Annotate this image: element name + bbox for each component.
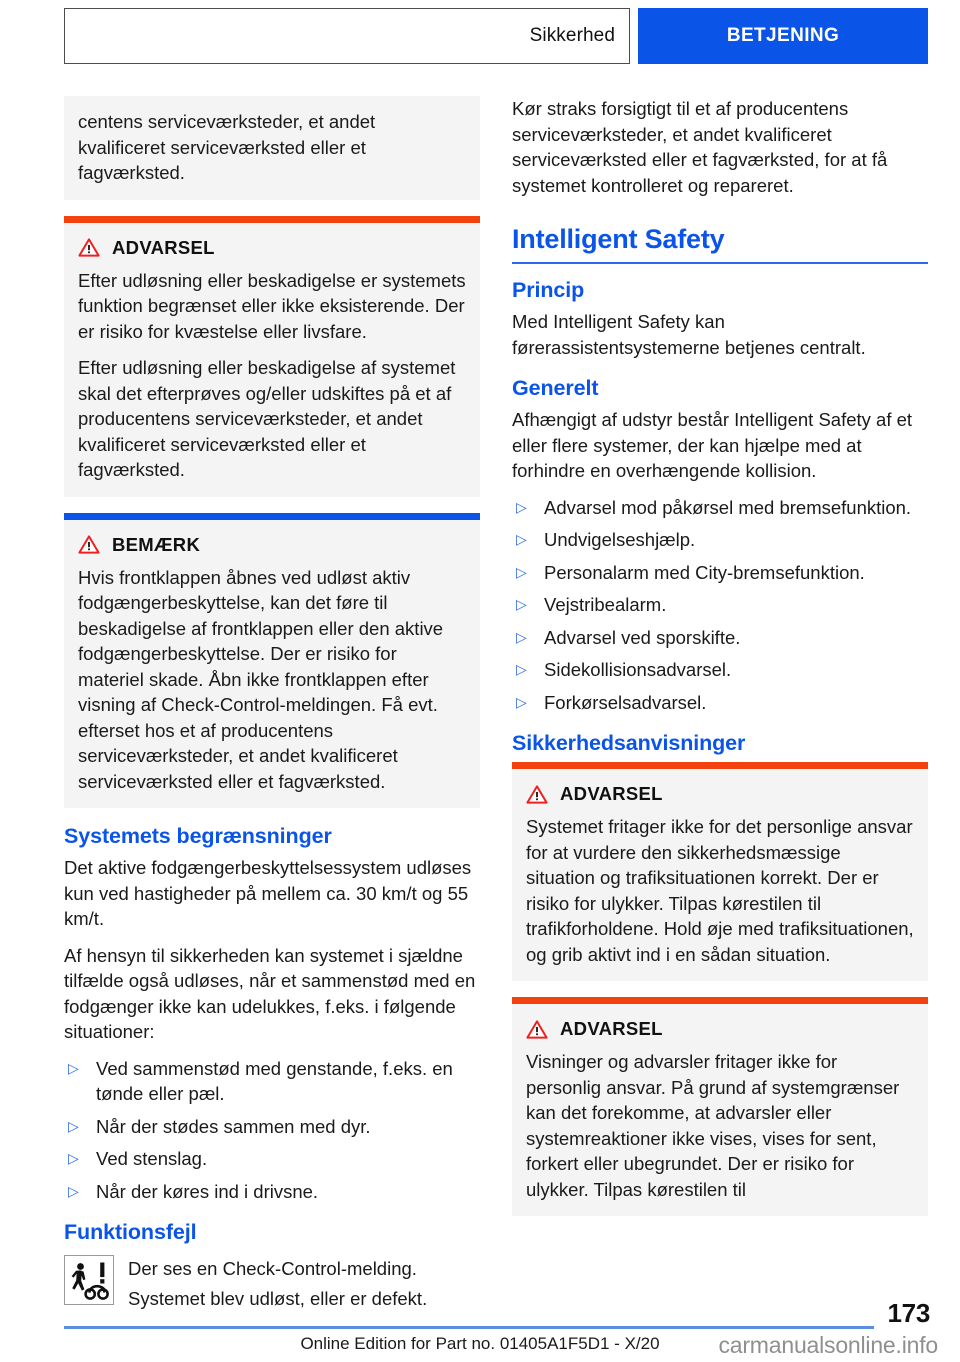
- footer-edition-text: Online Edition for Part no. 01405A1F5D1 - X/20: [300, 1334, 660, 1353]
- pedestrian-protection-warning-icon: [64, 1255, 114, 1305]
- note-callout: [64, 513, 480, 809]
- list-item: [64, 1114, 480, 1140]
- generelt-paragraph: Afhængigt af udstyr består Intelligent Safety af et eller flere systemer, der kan hjælpe med at forhindre en overhængende kollision.: [512, 409, 913, 481]
- list-item-label: Vejstribealarm.: [544, 594, 667, 615]
- list-item: [64, 1146, 480, 1172]
- list-item-label: Undvigelseshjælp.: [544, 529, 696, 550]
- list-item: [512, 690, 928, 716]
- warning-rule: [64, 216, 480, 223]
- generelt-bullet-list: [512, 495, 928, 716]
- safety-warning-title-row-2: [526, 1018, 914, 1040]
- list-item: [64, 1179, 480, 1205]
- warning-triangle-icon: [526, 785, 548, 804]
- safety-warning-title-label-2: ADVARSEL: [560, 1018, 663, 1039]
- note-rule: [64, 513, 480, 520]
- heading-funktionsfejl: Funktionsfejl: [64, 1220, 197, 1244]
- malfunction-text: [128, 1255, 480, 1315]
- header-section-label: Sikkerhed: [529, 25, 615, 46]
- continued-text-box: [64, 96, 480, 200]
- safety-warning-text-1: Systemet fritager ikke for det personlige ansvar for at vurdere den sikkerhedsmæssige situation og trafiksituationen korrekt. Der er risiko for ulykker. Tilpas kørestilen til trafikforholdene. Hold øje med trafiksituationen, og grib aktivt ind i en sådan situation.: [526, 816, 914, 965]
- bullet-triangle-icon: ▷: [516, 661, 527, 677]
- heading-systemets-begraensninger: Systemets begrænsninger: [64, 824, 332, 848]
- malfunction-line-2: Systemet blev udløst, eller er defekt.: [128, 1287, 428, 1309]
- list-item-label: Sidekollisionsadvarsel.: [544, 659, 732, 680]
- heading-princip: Princip: [512, 278, 585, 302]
- bullet-triangle-icon: ▷: [68, 1117, 79, 1134]
- site-watermark: carmanualsonline.info: [718, 1332, 938, 1358]
- list-item-label: Forkørselsadvarsel.: [544, 691, 707, 713]
- bullet-triangle-icon: ▷: [516, 693, 527, 710]
- safety-warning-callout-2: [512, 997, 928, 1216]
- bullet-triangle-icon: ▷: [68, 1150, 79, 1166]
- list-item-label: Ved stenslag.: [96, 1148, 208, 1169]
- list-item-label: Personalarm med City-bremsefunktion.: [544, 561, 865, 583]
- warning-paragraph-1: Efter udløsning eller beskadigelse er systemets funktion begrænset eller ikke eksisterende. Der er risiko for kvæstelse eller livsfare.: [78, 269, 466, 342]
- header-section-box: [64, 8, 630, 64]
- page-title-rule: [512, 262, 928, 264]
- safety-warning-box-1: [512, 769, 928, 981]
- princip-paragraph: Med Intelligent Safety kan førerassistentsystemerne betjenes centralt.: [512, 311, 866, 358]
- header-chapter-tab: [638, 8, 928, 64]
- bullet-triangle-icon: ▷: [68, 1182, 79, 1199]
- safety-warning-rule-2: [512, 997, 928, 1004]
- safety-warning-text-2: Visninger og advarsler fritager ikke for personlig ansvar. På grund af systemgrænser kan det forekomme, at advarsler eller systemreaktioner ikke vises, vises for sent, forkert eller ubegrundet. Der er risiko for ulykker. Tilpas kørestilen til: [526, 1051, 900, 1200]
- bullet-triangle-icon: ▷: [516, 498, 527, 515]
- malfunction-line-1: Der ses en Check-Control-melding.: [128, 1258, 417, 1279]
- safety-warning-title-label-1: ADVARSEL: [560, 783, 663, 804]
- bullet-triangle-icon: ▷: [516, 596, 527, 612]
- limits-paragraph-1: Det aktive fodgængerbeskyttelsessystem udløses kun ved hastigheder på mellem ca. 30 km/t og 55 km/t.: [64, 857, 472, 929]
- list-item: [512, 592, 928, 618]
- limits-paragraph-2: Af hensyn til sikkerheden kan systemet i sjældne tilfælde også udløses, når et sammenstød med en fodgænger ikke kan udelukkes, f.eks. i følgende situationer:: [64, 944, 476, 1042]
- warning-callout: [64, 216, 480, 497]
- list-item: [64, 1056, 480, 1107]
- warning-title-row: [78, 237, 466, 259]
- right-column: [512, 96, 928, 1232]
- list-item: [512, 625, 928, 651]
- limits-bullet-list: [64, 1056, 480, 1205]
- warning-title-label: ADVARSEL: [112, 236, 215, 258]
- left-column: [64, 96, 480, 1315]
- page-number: 173: [887, 1298, 930, 1328]
- list-item: [512, 495, 928, 521]
- bullet-triangle-icon: ▷: [68, 1059, 79, 1076]
- note-title-label: BEMÆRK: [112, 533, 201, 555]
- warning-triangle-icon: [78, 238, 100, 257]
- bullet-triangle-icon: ▷: [516, 531, 527, 547]
- malfunction-row: [64, 1255, 480, 1315]
- list-item: [512, 657, 928, 683]
- list-item-label: Når der køres ind i drivsne.: [96, 1180, 319, 1202]
- list-item-label: Advarsel mod påkørsel med bremsefunktion.: [544, 496, 912, 518]
- note-title-row: [78, 534, 466, 556]
- safety-warning-title-row-1: [526, 783, 914, 805]
- list-item-label: Ved sammenstød med genstande, f.eks. en tønde eller pæl.: [96, 1057, 453, 1104]
- safety-warning-callout-1: [512, 762, 928, 981]
- safety-warning-rule-1: [512, 762, 928, 769]
- bullet-triangle-icon: ▷: [516, 563, 527, 580]
- heading-sikkerhedsanvisninger: Sikkerhedsanvisninger: [512, 731, 746, 755]
- warning-box: [64, 223, 480, 497]
- list-item: [512, 560, 928, 586]
- footer-rule: [64, 1326, 874, 1329]
- list-item: [512, 527, 928, 553]
- right-intro-paragraph: Kør straks forsigtigt til et af producentens serviceværksteder, et andet kvalificeret serviceværksted eller et fagværksted, for at få systemet kontrolleret og repareret.: [512, 98, 888, 196]
- heading-generelt: Generelt: [512, 376, 599, 400]
- page-header: [64, 8, 928, 64]
- note-paragraph-1: Hvis frontklappen åbnes ved udløst aktiv fodgængerbeskyttelse, kan det føre til beskadigelse af frontklappen eller den aktive fodgængerbeskyttelse. Der er risiko for materiel skade. Åbn ikke frontklappen efter visning af Check-Control-meldingen. Få evt. efterset hos et af producentens serviceværksteder, et andet kvalificeret serviceværksted eller et fagværksted.: [78, 566, 444, 792]
- safety-warning-box-2: [512, 1004, 928, 1216]
- note-box: [64, 520, 480, 809]
- list-item-label: Når der stødes sammen med dyr.: [96, 1115, 371, 1137]
- header-chapter-label: BETJENING: [726, 25, 840, 46]
- warning-paragraph-2: Efter udløsning eller beskadigelse af systemet skal det efterprøves og/eller udskiftes på et af producentens serviceværksteder, et andet kvalificeret serviceværksted eller et fagværksted.: [78, 357, 456, 480]
- page-title: Intelligent Safety: [512, 224, 725, 254]
- list-item-label: Advarsel ved sporskifte.: [544, 626, 741, 648]
- warning-triangle-icon: [526, 1020, 548, 1039]
- bullet-triangle-icon: ▷: [516, 628, 527, 645]
- warning-triangle-icon: [78, 535, 100, 554]
- continued-text: centens serviceværksteder, et andet kvalificeret serviceværksted eller et fagværksted.: [78, 111, 376, 183]
